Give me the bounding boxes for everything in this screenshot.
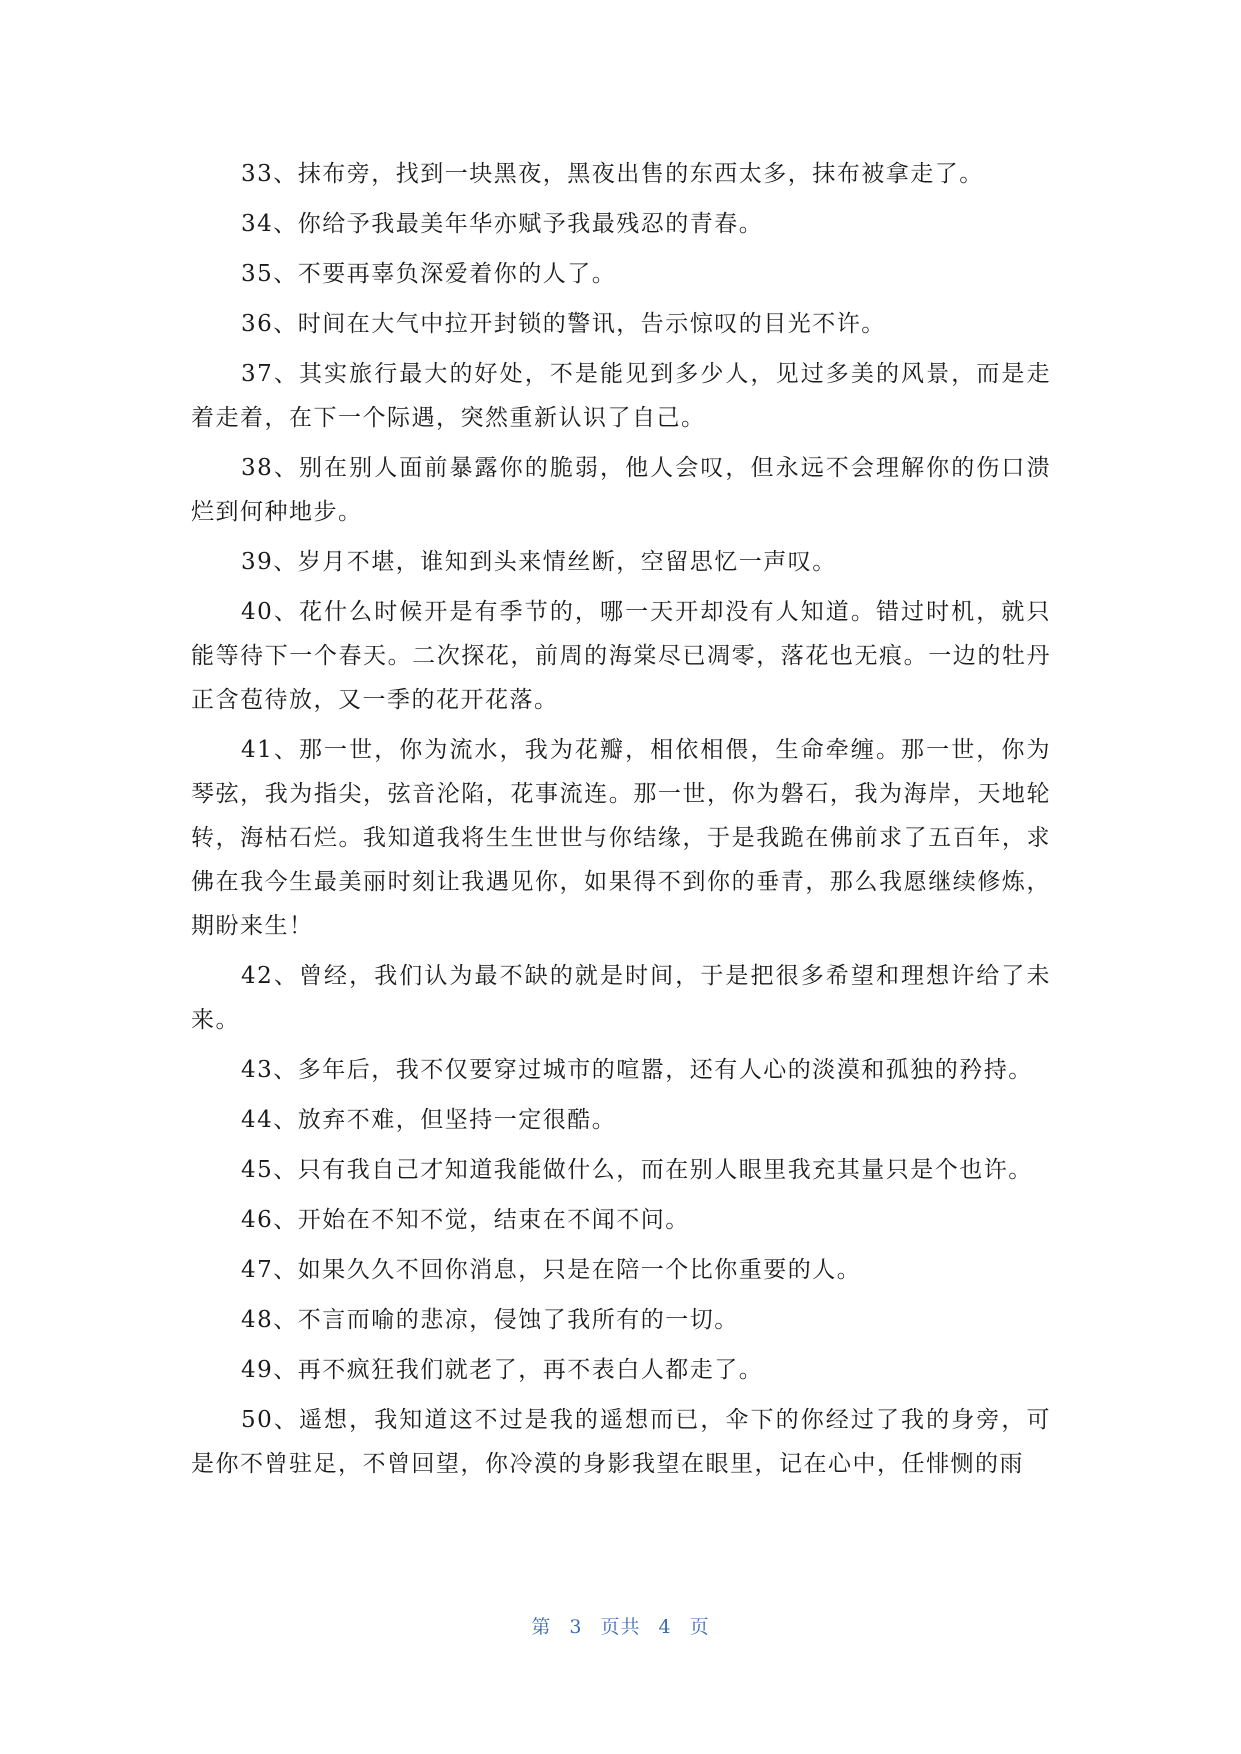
- paragraph-41: 41、那一世，你为流水，我为花瓣，相依相偎，生命牵缠。那一世，你为琴弦，我为指尖，弦音沦陷，花事流连。那一世，你为磐石，我为海岸，天地轮转，海枯石烂。我知道我将生生世世与你结缘，于是我跪在佛前求了五百年，求佛在我今生最美丽时刻让我遇见你，如果得不到你的垂青，那么我愿继续修炼，期盼来生！: [191, 737, 1051, 939]
- page-footer: [0, 1612, 1241, 1639]
- paragraph-44: 44、放弃不难，但坚持一定很酷。: [241, 1107, 617, 1133]
- footer-middle: 页共: [600, 1616, 641, 1638]
- paragraph-37: 37、其实旅行最大的好处，不是能见到多少人，见过多美的风景，而是走着走着，在下一个际遇，突然重新认识了自己。: [191, 361, 1051, 431]
- paragraph-50: 50、遥想，我知道这不过是我的遥想而已，伞下的你经过了我的身旁，可是你不曾驻足，不曾回望，你冷漠的身影我望在眼里，记在心中，任悱恻的雨: [191, 1407, 1051, 1477]
- paragraph-46: 46、开始在不知不觉，结束在不闻不问。: [241, 1207, 690, 1233]
- paragraph-33: 33、抹布旁，找到一块黑夜，黑夜出售的东西太多，抹布被拿走了。: [241, 161, 984, 187]
- paragraph-35: 35、不要再辜负深爱着你的人了。: [241, 261, 617, 287]
- footer-current-page: 3: [569, 1616, 583, 1638]
- paragraph-45: 45、只有我自己才知道我能做什么，而在别人眼里我充其量只是个也许。: [241, 1157, 1033, 1183]
- paragraph-48: 48、不言而喻的悲凉，侵蚀了我所有的一切。: [241, 1307, 739, 1333]
- paragraph-39: 39、岁月不堪，谁知到头来情丝断，空留思忆一声叹。: [241, 549, 837, 575]
- paragraph-34: 34、你给予我最美年华亦赋予我最残忍的青春。: [241, 211, 764, 237]
- paragraph-42: 42、曾经，我们认为最不缺的就是时间，于是把很多希望和理想许给了未来。: [191, 963, 1051, 1033]
- paragraph-49: 49、再不疯狂我们就老了，再不表白人都走了。: [241, 1357, 764, 1383]
- footer-suffix: 页: [689, 1616, 710, 1638]
- paragraph-38: 38、别在别人面前暴露你的脆弱，他人会叹，但永远不会理解你的伤口溃烂到何种地步。: [191, 455, 1051, 525]
- paragraph-40: 40、花什么时候开是有季节的，哪一天开却没有人知道。错过时机，就只能等待下一个春天。二次探花，前周的海棠尽已凋零，落花也无痕。一边的牡丹正含苞待放，又一季的花开花落。: [191, 599, 1051, 713]
- paragraph-43: 43、多年后，我不仅要穿过城市的喧嚣，还有人心的淡漠和孤独的矜持。: [241, 1057, 1033, 1083]
- footer-total-pages: 4: [658, 1616, 672, 1638]
- paragraph-47: 47、如果久久不回你消息，只是在陪一个比你重要的人。: [241, 1257, 862, 1283]
- paragraph-36: 36、时间在大气中拉开封锁的警讯，告示惊叹的目光不许。: [241, 311, 886, 337]
- document-body: [191, 152, 1051, 1492]
- footer-prefix: 第: [531, 1616, 552, 1638]
